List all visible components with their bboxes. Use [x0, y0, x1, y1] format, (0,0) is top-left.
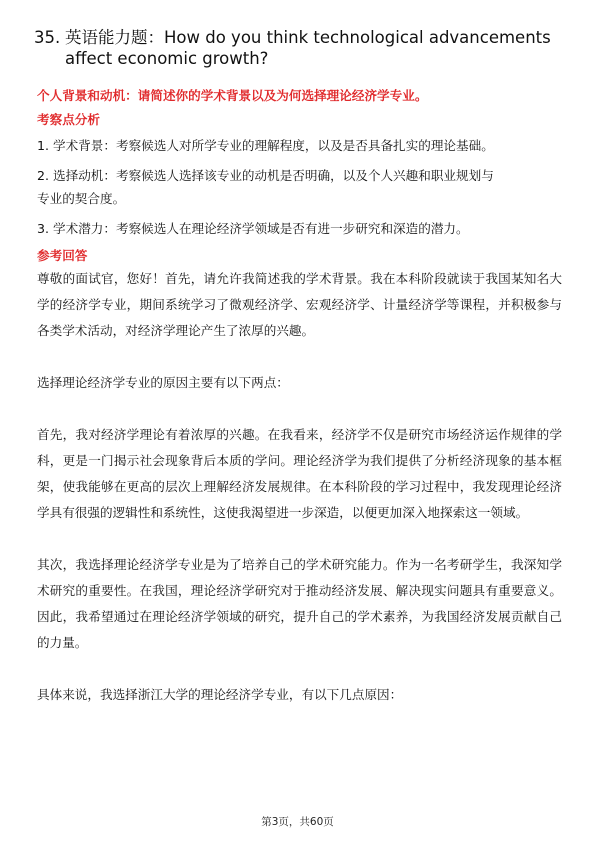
question-title-line2: affect economic growth?	[65, 49, 269, 68]
analysis-item-continuation: 专业的契合度。	[37, 191, 126, 206]
document-body	[37, 86, 562, 708]
question-title-line1: 英语能力题：How do you think technological advancements	[65, 28, 551, 47]
page-footer: 第3页，共60页	[261, 816, 334, 828]
question-title	[34, 27, 564, 69]
answer-paragraph: 其次，我选择理论经济学专业是为了培养自己的学术研究能力。作为一名考研学生，我深知学术研究的重要性。在我国，理论经济学研究对于推动经济发展、解决现实问题具有重要意义。因此，我希望通过在理论经济学领域的研究，提升自己的学术素养，为我国经济发展贡献自己的力量。	[37, 557, 562, 650]
answer-paragraph: 尊敬的面试官，您好！首先，请允许我简述我的学术背景。我在本科阶段就读于我国某知名大学的经济学专业，期间系统学习了微观经济学、宏观经济学、计量经济学等课程，并积极参与各类学术活动，对经济学理论产生了浓厚的兴趣。	[37, 271, 562, 338]
answer-paragraph: 首先，我对经济学理论有着浓厚的兴趣。在我看来，经济学不仅是研究市场经济运作规律的学科，更是一门揭示社会现象背后本质的学问。理论经济学为我们提供了分析经济现象的基本框架，使我能够在更高的层次上理解经济发展规律。在本科阶段的学习过程中，我发现理论经济学具有很强的逻辑性和系统性，这使我渴望进一步深造，以便更加深入地探索这一领域。	[37, 427, 562, 520]
analysis-item: 2. 选择动机：考察候选人选择该专业的动机是否明确，以及个人兴趣和职业规划与	[37, 167, 494, 183]
answer-paragraph: 选择理论经济学专业的原因主要有以下两点：	[37, 375, 289, 390]
answer-heading: 参考回答	[37, 248, 88, 263]
analysis-heading: 考察点分析	[37, 112, 100, 127]
analysis-item: 3. 学术潜力：考察候选人在理论经济学领域是否有进一步研究和深造的潜力。	[37, 220, 469, 236]
answer-paragraph: 具体来说，我选择浙江大学的理论经济学专业，有以下几点原因：	[37, 687, 403, 702]
analysis-item: 1. 学术背景：考察候选人对所学专业的理解程度，以及是否具备扎实的理论基础。	[37, 138, 494, 153]
prompt-heading: 个人背景和动机：请简述你的学术背景以及为何选择理论经济学专业。	[37, 88, 428, 103]
question-number: 35.	[34, 28, 61, 47]
